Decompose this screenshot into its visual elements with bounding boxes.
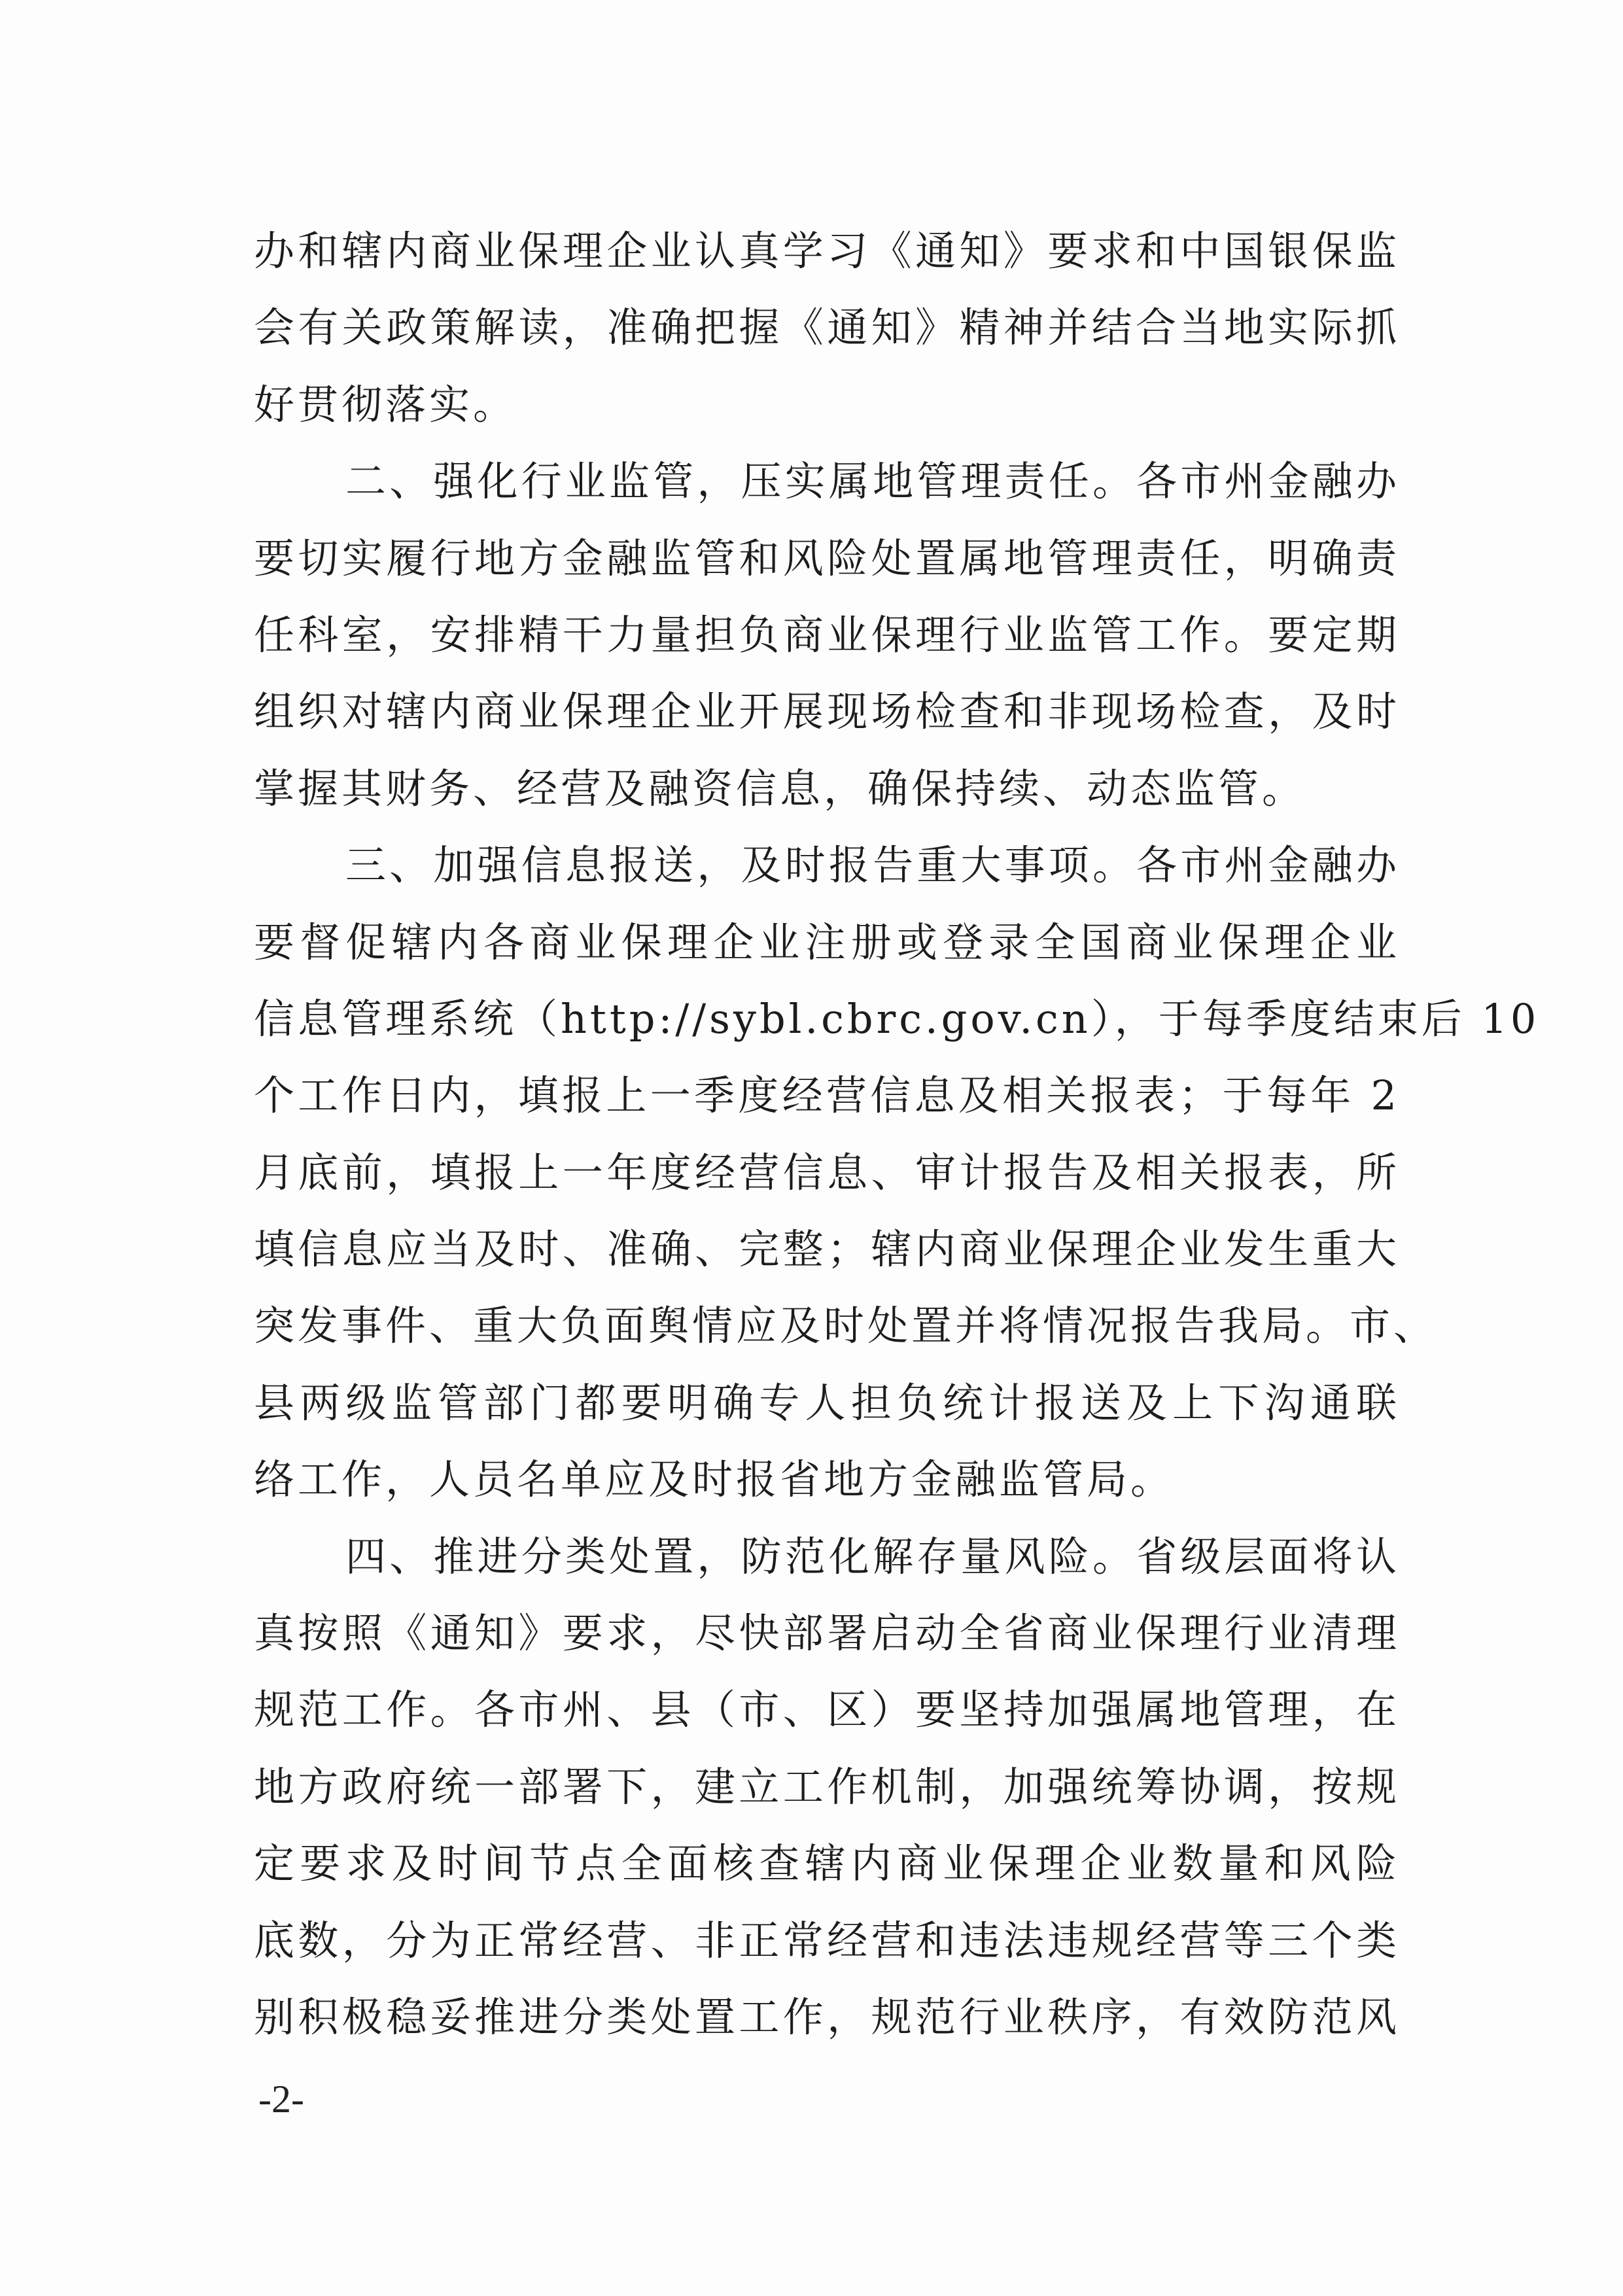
text-line: 规范工作。各市州、县（市、区）要坚持加强属地管理，在 xyxy=(254,1686,1400,1734)
text-line: 要督促辖内各商业保理企业注册或登录全国商业保理企业 xyxy=(254,918,1400,966)
text-line: 月底前，填报上一年度经营信息、审计报告及相关报表，所 xyxy=(254,1148,1400,1196)
text-line: 定要求及时间节点全面核查辖内商业保理企业数量和风险 xyxy=(254,1839,1400,1888)
page-number: -2- xyxy=(258,2078,304,2121)
body-text xyxy=(254,213,1540,2055)
text-line: 要切实履行地方金融监管和风险处置属地管理责任，明确责 xyxy=(254,534,1400,582)
text-line: 好贯彻落实。 xyxy=(254,380,517,428)
text-line: 四、推进分类处置，防范化解存量风险。省级层面将认 xyxy=(345,1532,1400,1580)
text-line: 络工作，人员名单应及时报省地方金融监管局。 xyxy=(254,1455,1175,1504)
text-line: 县两级监管部门都要明确专人担负统计报送及上下沟通联 xyxy=(254,1378,1400,1427)
text-line: 任科室，安排精干力量担负商业保理行业监管工作。要定期 xyxy=(254,610,1400,659)
text-line: 真按照《通知》要求，尽快部署启动全省商业保理行业清理 xyxy=(254,1609,1400,1658)
text-line: 组织对辖内商业保理企业开展现场检查和非现场检查，及时 xyxy=(254,687,1400,736)
text-line: 突发事件、重大负面舆情应及时处置并将情况报告我局。市、 xyxy=(254,1302,1438,1350)
text-line: 信息管理系统（http://sybl.cbrc.gov.cn），于每季度结束后 10 xyxy=(254,994,1540,1043)
text-line: 办和辖内商业保理企业认真学习《通知》要求和中国银保监 xyxy=(254,227,1400,275)
text-line: 三、加强信息报送，及时报告重大事项。各市州金融办 xyxy=(345,841,1400,890)
text-line: 别积极稳妥推进分类处置工作，规范行业秩序，有效防范风 xyxy=(254,1992,1400,2041)
text-line: 填信息应当及时、准确、完整；辖内商业保理企业发生重大 xyxy=(254,1225,1400,1274)
text-line: 二、强化行业监管，压实属地管理责任。各市州金融办 xyxy=(345,457,1400,506)
text-line: 会有关政策解读，准确把握《通知》精神并结合当地实际抓 xyxy=(254,304,1400,352)
text-line: 地方政府统一部署下，建立工作机制，加强统筹协调，按规 xyxy=(254,1762,1400,1811)
text-line: 掌握其财务、经营及融资信息，确保持续、动态监管。 xyxy=(254,764,1306,812)
text-line: 个工作日内，填报上一季度经营信息及相关报表；于每年 2 xyxy=(254,1071,1400,1120)
text-line: 底数，分为正常经营、非正常经营和违法违规经营等三个类 xyxy=(254,1916,1400,1964)
